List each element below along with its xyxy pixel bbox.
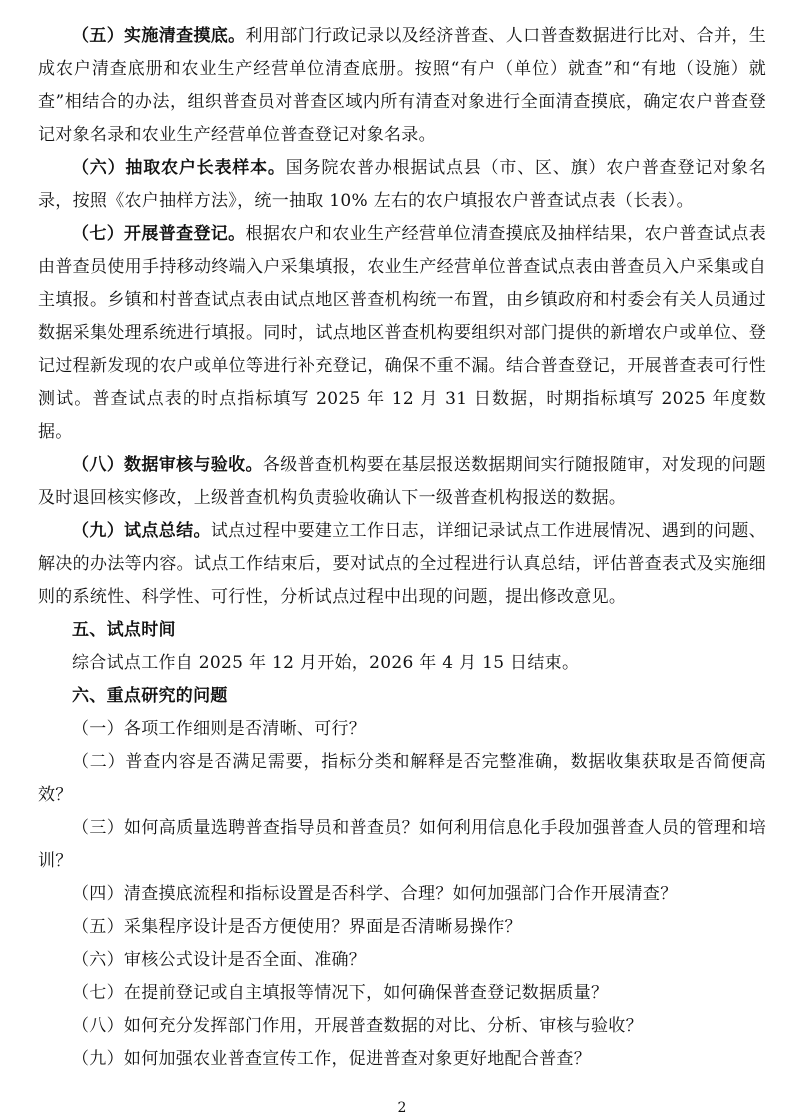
section-five-lead: （五）实施清查摸底。 xyxy=(72,26,246,46)
document-page xyxy=(38,20,766,1076)
trial-time-body: 综合试点工作自 2025 年 12 月开始，2026 年 4 月 15 日结束。 xyxy=(72,653,580,673)
section-six-paragraph xyxy=(38,152,766,218)
section-five-body: 利用部门行政记录以及经济普查、人口普查数据进行比对、合并，生成农户清查底册和农业生产经营单位清查底册。按照“有户（单位）就查”和“有地（设施）就查”相结合的办法，组织普查员对普查区域内所有清查对象进行全面清查摸底，确定农户普查登记对象名录和农业生产经营单位普查登记对象名录。 xyxy=(38,26,767,145)
section-seven-body: 根据农户和农业生产经营单位清查摸底及抽样结果，农户普查试点表由普查员使用手持移动终端入户采集填报，农业生产经营单位普查试点表由普查员入户采集或自主填报。乡镇和村普查试点表由试点地区普查机构统一布置，由乡镇政府和村委会有关人员通过数据采集处理系统进行填报。同时，试点地区普查机构要组织对部门提供的新增农户或单位、登记过程新发现的农户或单位等进行补充登记，确保不重不漏。结合普查登记，开展普查表可行性测试。普查试点表的时点指标填写 2025 年 12 月 31 日数据，时期指标填写 2025 年度数据。 xyxy=(38,224,767,442)
key-issues-heading: 六、重点研究的问题 xyxy=(72,686,228,706)
page-number: 2 xyxy=(397,1100,407,1113)
key-issue-item: （二）普查内容是否满足需要，指标分类和解释是否完整准确，数据收集获取是否简便高效？ xyxy=(38,752,766,805)
section-six-lead: （六）抽取农户长表样本。 xyxy=(72,158,286,178)
key-issue-item: （一）各项工作细则是否清晰、可行？ xyxy=(72,719,367,739)
section-nine-body: 试点过程中要建立工作日志，详细记录试点工作进展情况、遇到的问题、解决的办法等内容。试点工作结束后，要对试点的全过程进行认真总结，评估普查表式及实施细则的系统性、科学性、可行性，分析试点过程中出现的问题，提出修改意见。 xyxy=(38,521,766,607)
key-issue-item: （八）如何充分发挥部门作用，开展普查数据的对比、分析、审核与验收？ xyxy=(72,1016,643,1036)
section-eight-paragraph xyxy=(38,449,766,515)
section-nine-lead: （九）试点总结。 xyxy=(72,521,211,541)
key-issue-item: （九）如何加强农业普查宣传工作，促进普查对象更好地配合普查？ xyxy=(72,1049,591,1069)
section-eight-body: 各级普查机构要在基层报送数据期间实行随报随审，对发现的问题及时退回核实修改，上级普查机构负责验收确认下一级普查机构报送的数据。 xyxy=(38,455,766,508)
section-eight-lead: （八）数据审核与验收。 xyxy=(72,455,263,475)
section-nine-paragraph xyxy=(38,515,766,614)
key-issue-item: （四）清查摸底流程和指标设置是否科学、合理？如何加强部门合作开展清查？ xyxy=(72,884,678,904)
section-seven-lead: （七）开展普查登记。 xyxy=(72,224,246,244)
section-seven-paragraph xyxy=(38,218,766,449)
section-six-body: 国务院农普办根据试点县（市、区、旗）农户普查登记对象名录，按照《农户抽样方法》，统一抽取 10% 左右的农户填报农户普查试点表（长表）。 xyxy=(38,158,766,211)
section-five-paragraph xyxy=(38,20,766,152)
key-issue-item: （六）审核公式设计是否全面、准确？ xyxy=(72,950,367,970)
trial-time-heading: 五、试点时间 xyxy=(72,620,176,640)
key-issue-item: （七）在提前登记或自主填报等情况下，如何确保普查登记数据质量？ xyxy=(72,983,609,1003)
key-issue-item: （三）如何高质量选聘普查指导员和普查员？如何利用信息化手段加强普查人员的管理和培训？ xyxy=(38,818,766,871)
key-issue-item: （五）采集程序设计是否方便使用？界面是否清晰易操作？ xyxy=(72,917,522,937)
